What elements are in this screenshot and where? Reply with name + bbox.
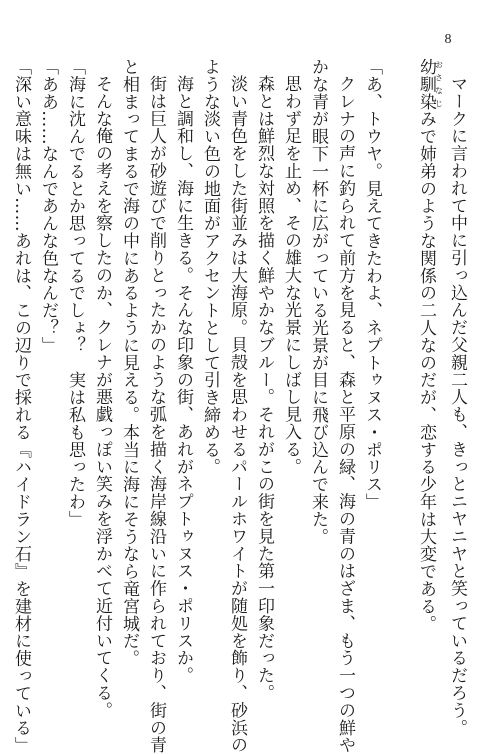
text-line-6: 思わず足を止め、その雄大な光景にしばし見入る。 xyxy=(281,75,301,476)
text-line-12: と相まってまるで海の中にあるように見える。本当に海にそうなら竜宮城だ。 xyxy=(119,58,139,667)
text-line-2-rest: で姉弟のような関係の二人なのだが、恋する少年は大変である。 xyxy=(416,127,436,633)
blank-line xyxy=(385,58,412,658)
text-line-9: ような淡い色の地面がアクセントとして引き締める。 xyxy=(200,58,220,476)
ruby-base: 幼馴染 xyxy=(416,58,436,111)
ruby-okurigana: み xyxy=(416,110,436,128)
page-number: 8 xyxy=(444,32,452,47)
text-line-4: クレナの声に釣られて前方を見ると、森と平原の緑、海の青のはざま、もう一つの鮮や xyxy=(335,75,355,754)
text-line-2 xyxy=(412,58,443,658)
text-line-13: そんな俺の考えを察したのか、クレナが悪戯っぽい笑みを浮かべて近付いてくる。 xyxy=(92,75,112,719)
text-line-14: 「海に沈んでるとか思ってるでしょ？ 実は私も思ったわ」 xyxy=(65,58,85,528)
text-line-5: かな青が眼下一杯に広がっている光景が目に飛び込んで来た。 xyxy=(308,58,328,546)
text-line-8: 淡い青色をした街並みは大海原。貝殻を思わせるパールホワイトが随処を飾り、砂浜の xyxy=(227,75,247,754)
ruby-word xyxy=(416,58,444,111)
text-line-1: マークに言われて中に引っ込んだ父親二人も、きっとニヤニヤと笑っているだろう。 xyxy=(447,75,467,737)
ruby-reading: おさなじ xyxy=(434,58,444,111)
text-line-7: 森とは鮮烈な対照を描く鮮やかなブルー。それがこの街を見た第一印象だった。 xyxy=(254,75,274,702)
text-line-10: 海と調和し、海に生きる。そんな印象の街、あれがネプトゥヌス・ポリスか。 xyxy=(173,75,193,684)
body-text xyxy=(7,58,470,754)
text-line-16: 「深い意味は無い……あれは、この辺りで採れる『ハイドラン石』を建材に使っている」 xyxy=(11,58,31,754)
text-line-3: 「あ、トウヤ。見えてきたわよ、ネプトゥヌス・ポリス」 xyxy=(362,58,382,511)
text-line-11: 街は巨人が砂遊びで削りとったかのような弧を描く海岸線沿いに作られており、街の青 xyxy=(146,75,166,754)
text-line-15: 「ああ……なんであんな色なんだ？」 xyxy=(38,58,58,354)
